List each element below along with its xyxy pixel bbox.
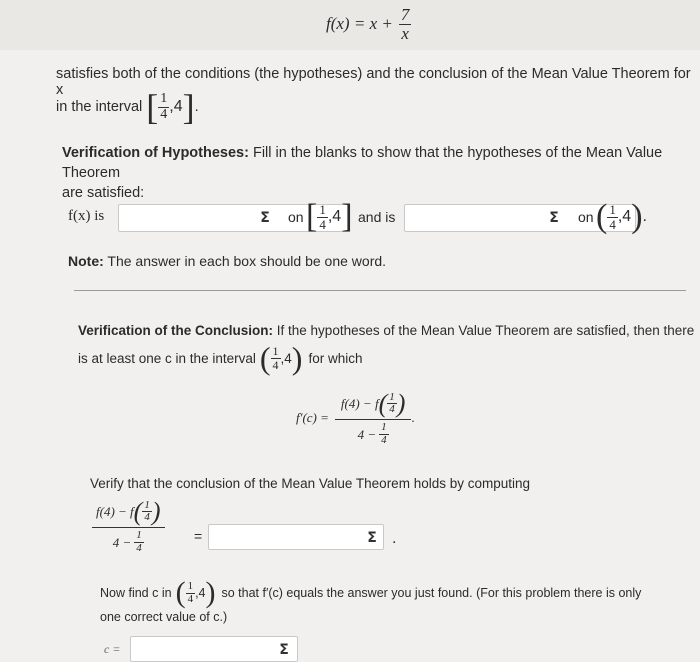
c-equals-label: c = bbox=[104, 642, 121, 656]
mvt-formula: f′(c) = f(4) − f ( $\frac{1}{4}$ ) 4 − $\frac{1}{4}$ . bbox=[296, 389, 415, 446]
findc-line1: Now find c in ( $\frac{1}{4}$ , 4 ) so that f′(c) equals the answer you just found. (For this problem there is only bbox=[100, 576, 642, 609]
note: Note: The answer in each box should be one word. bbox=[68, 253, 387, 269]
findc-line2: one correct value of c.) bbox=[100, 610, 228, 624]
sigma-icon[interactable]: Σ bbox=[279, 642, 289, 658]
hypotheses-row bbox=[68, 200, 700, 240]
equals-sign: = bbox=[194, 528, 203, 544]
interval-fraction: $\frac{1}{4}$ bbox=[160, 90, 168, 122]
hypotheses-text: Verification of Hypotheses: Fill in the blanks to show that the hypotheses of the Mean Value Theorem are satisfied: bbox=[62, 145, 663, 201]
sigma-icon[interactable]: Σ bbox=[260, 210, 270, 226]
verify-text: Verify that the conclusion of the Mean Value Theorem holds by computing bbox=[90, 476, 531, 491]
open-interval: ( $\frac{1}{4}$ , 4 ) . bbox=[596, 198, 647, 235]
sigma-icon[interactable]: Σ bbox=[549, 210, 559, 226]
on-label-1: on bbox=[288, 209, 304, 225]
and-is-label: and is bbox=[358, 209, 396, 225]
intro-line2: in the interval [ $\frac{1}{4}$ , 4 ] . bbox=[56, 87, 199, 127]
compute-fraction: f(4) − f ( $\frac{1}{4}$ ) 4 − $\frac{1}{4}$ bbox=[92, 498, 165, 554]
c-value-input[interactable] bbox=[130, 636, 298, 662]
on-label-2: on bbox=[578, 209, 594, 225]
intro-line1: satisfies both of the conditions (the hypotheses) and the conclusion of the Mean Value Theorem for x bbox=[56, 66, 691, 98]
average-rate-input[interactable] bbox=[208, 524, 384, 550]
closed-interval: [ $\frac{1}{4}$ , 4 ] bbox=[306, 198, 353, 235]
conclusion-heading: Verification of the Conclusion: bbox=[78, 323, 274, 338]
fx-is-label: f(x) is bbox=[68, 208, 105, 224]
section-divider bbox=[74, 290, 686, 291]
sigma-icon[interactable]: Σ bbox=[367, 530, 377, 546]
function-lhs: f(x) = x + bbox=[326, 14, 393, 34]
conclusion-text: Verification of the Conclusion: If the hypotheses of the Mean Value Theorem are satisfied, then there bbox=[78, 323, 695, 338]
function-definition bbox=[326, 6, 411, 43]
conclusion-line2: is at least one c in the interval ( $\frac{1}{4}$ , 4 ) for which bbox=[78, 340, 363, 376]
function-fraction: $\frac{7}{x}$ bbox=[400, 5, 410, 43]
hypotheses-heading: Verification of Hypotheses: bbox=[62, 145, 249, 161]
period: . bbox=[392, 530, 397, 547]
